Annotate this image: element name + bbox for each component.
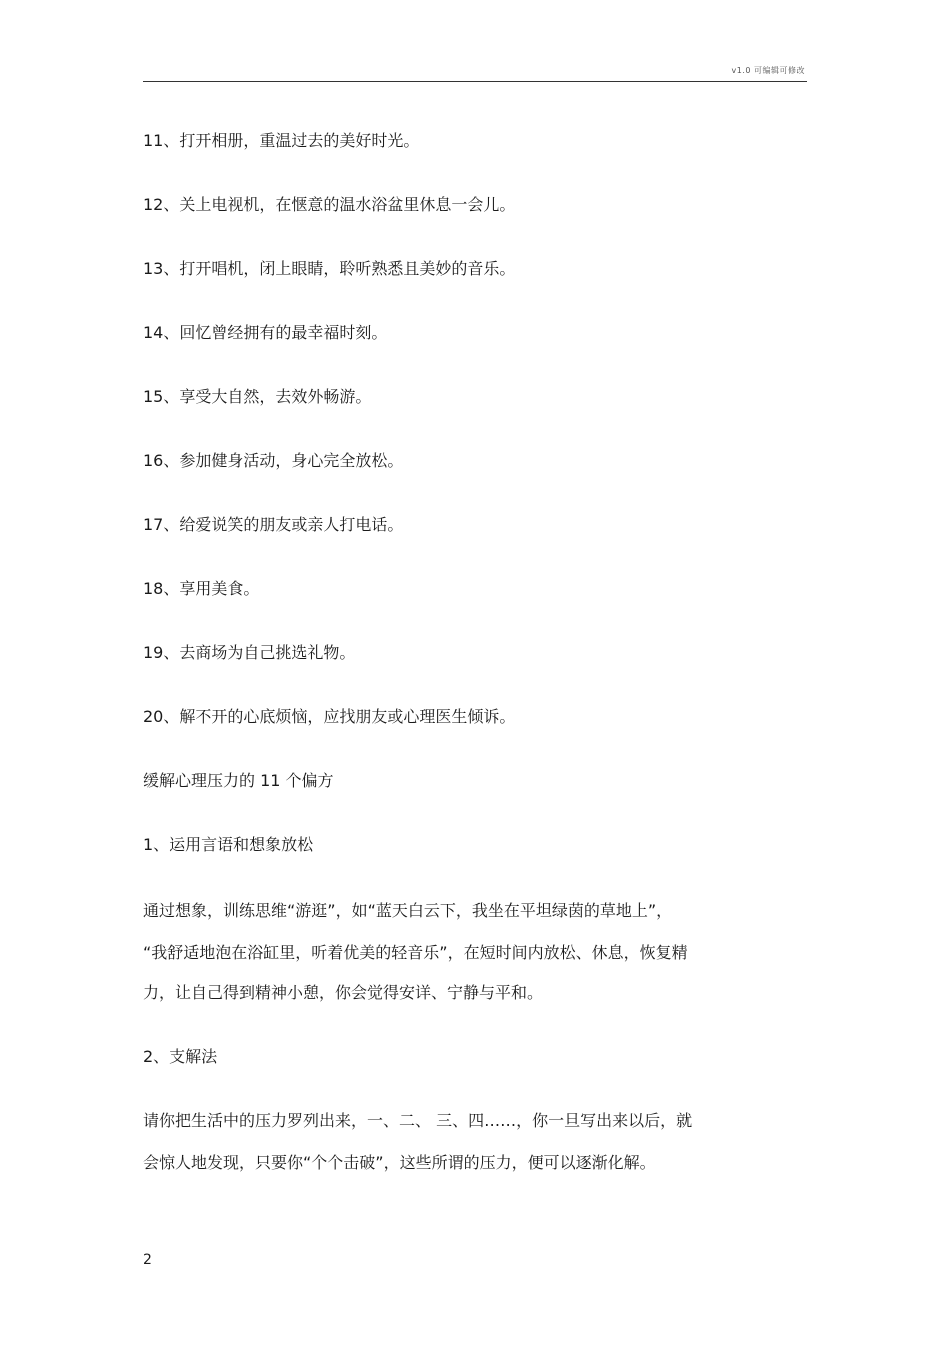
list-item: 20、解不开的心底烦恼，应找朋友或心理医生倾诉。 (143, 707, 516, 726)
list-item: 15、享受大自然，去效外畅游。 (143, 387, 372, 406)
method-heading: 2、支解法 (143, 1047, 218, 1066)
list-item: 17、给爱说笑的朋友或亲人打电话。 (143, 515, 404, 534)
paragraph-line: 请你把生活中的压力罗列出来，一、二、 三、四……，你一旦写出来以后，就 (143, 1111, 693, 1130)
section-title: 缓解心理压力的 11 个偏方 (143, 771, 334, 790)
list-item: 16、参加健身活动，身心完全放松。 (143, 451, 404, 470)
page-number: 2 (143, 1252, 152, 1268)
header-version-note: v1.0 可编辑可修改 (731, 66, 805, 75)
list-item: 14、回忆曾经拥有的最幸福时刻。 (143, 323, 388, 342)
header-divider (143, 81, 807, 82)
paragraph-line: 力，让自己得到精神小憩，你会觉得安详、宁静与平和。 (143, 983, 544, 1002)
paragraph-line: “我舒适地泡在浴缸里，听着优美的轻音乐”，在短时间内放松、休息，恢复精 (143, 943, 688, 962)
list-item: 12、关上电视机，在惬意的温水浴盆里休息一会儿。 (143, 195, 516, 214)
paragraph-line: 会惊人地发现，只要你“个个击破”，这些所谓的压力，便可以逐渐化解。 (143, 1153, 656, 1172)
paragraph-line: 通过想象，训练思维“游逛”，如“蓝天白云下，我坐在平坦绿茵的草地上”， (143, 901, 673, 920)
list-item: 13、打开唱机，闭上眼睛，聆听熟悉且美妙的音乐。 (143, 259, 516, 278)
list-item: 11、打开相册，重温过去的美好时光。 (143, 131, 420, 150)
method-heading: 1、运用言语和想象放松 (143, 835, 314, 854)
list-item: 18、享用美食。 (143, 579, 260, 598)
list-item: 19、去商场为自己挑选礼物。 (143, 643, 356, 662)
